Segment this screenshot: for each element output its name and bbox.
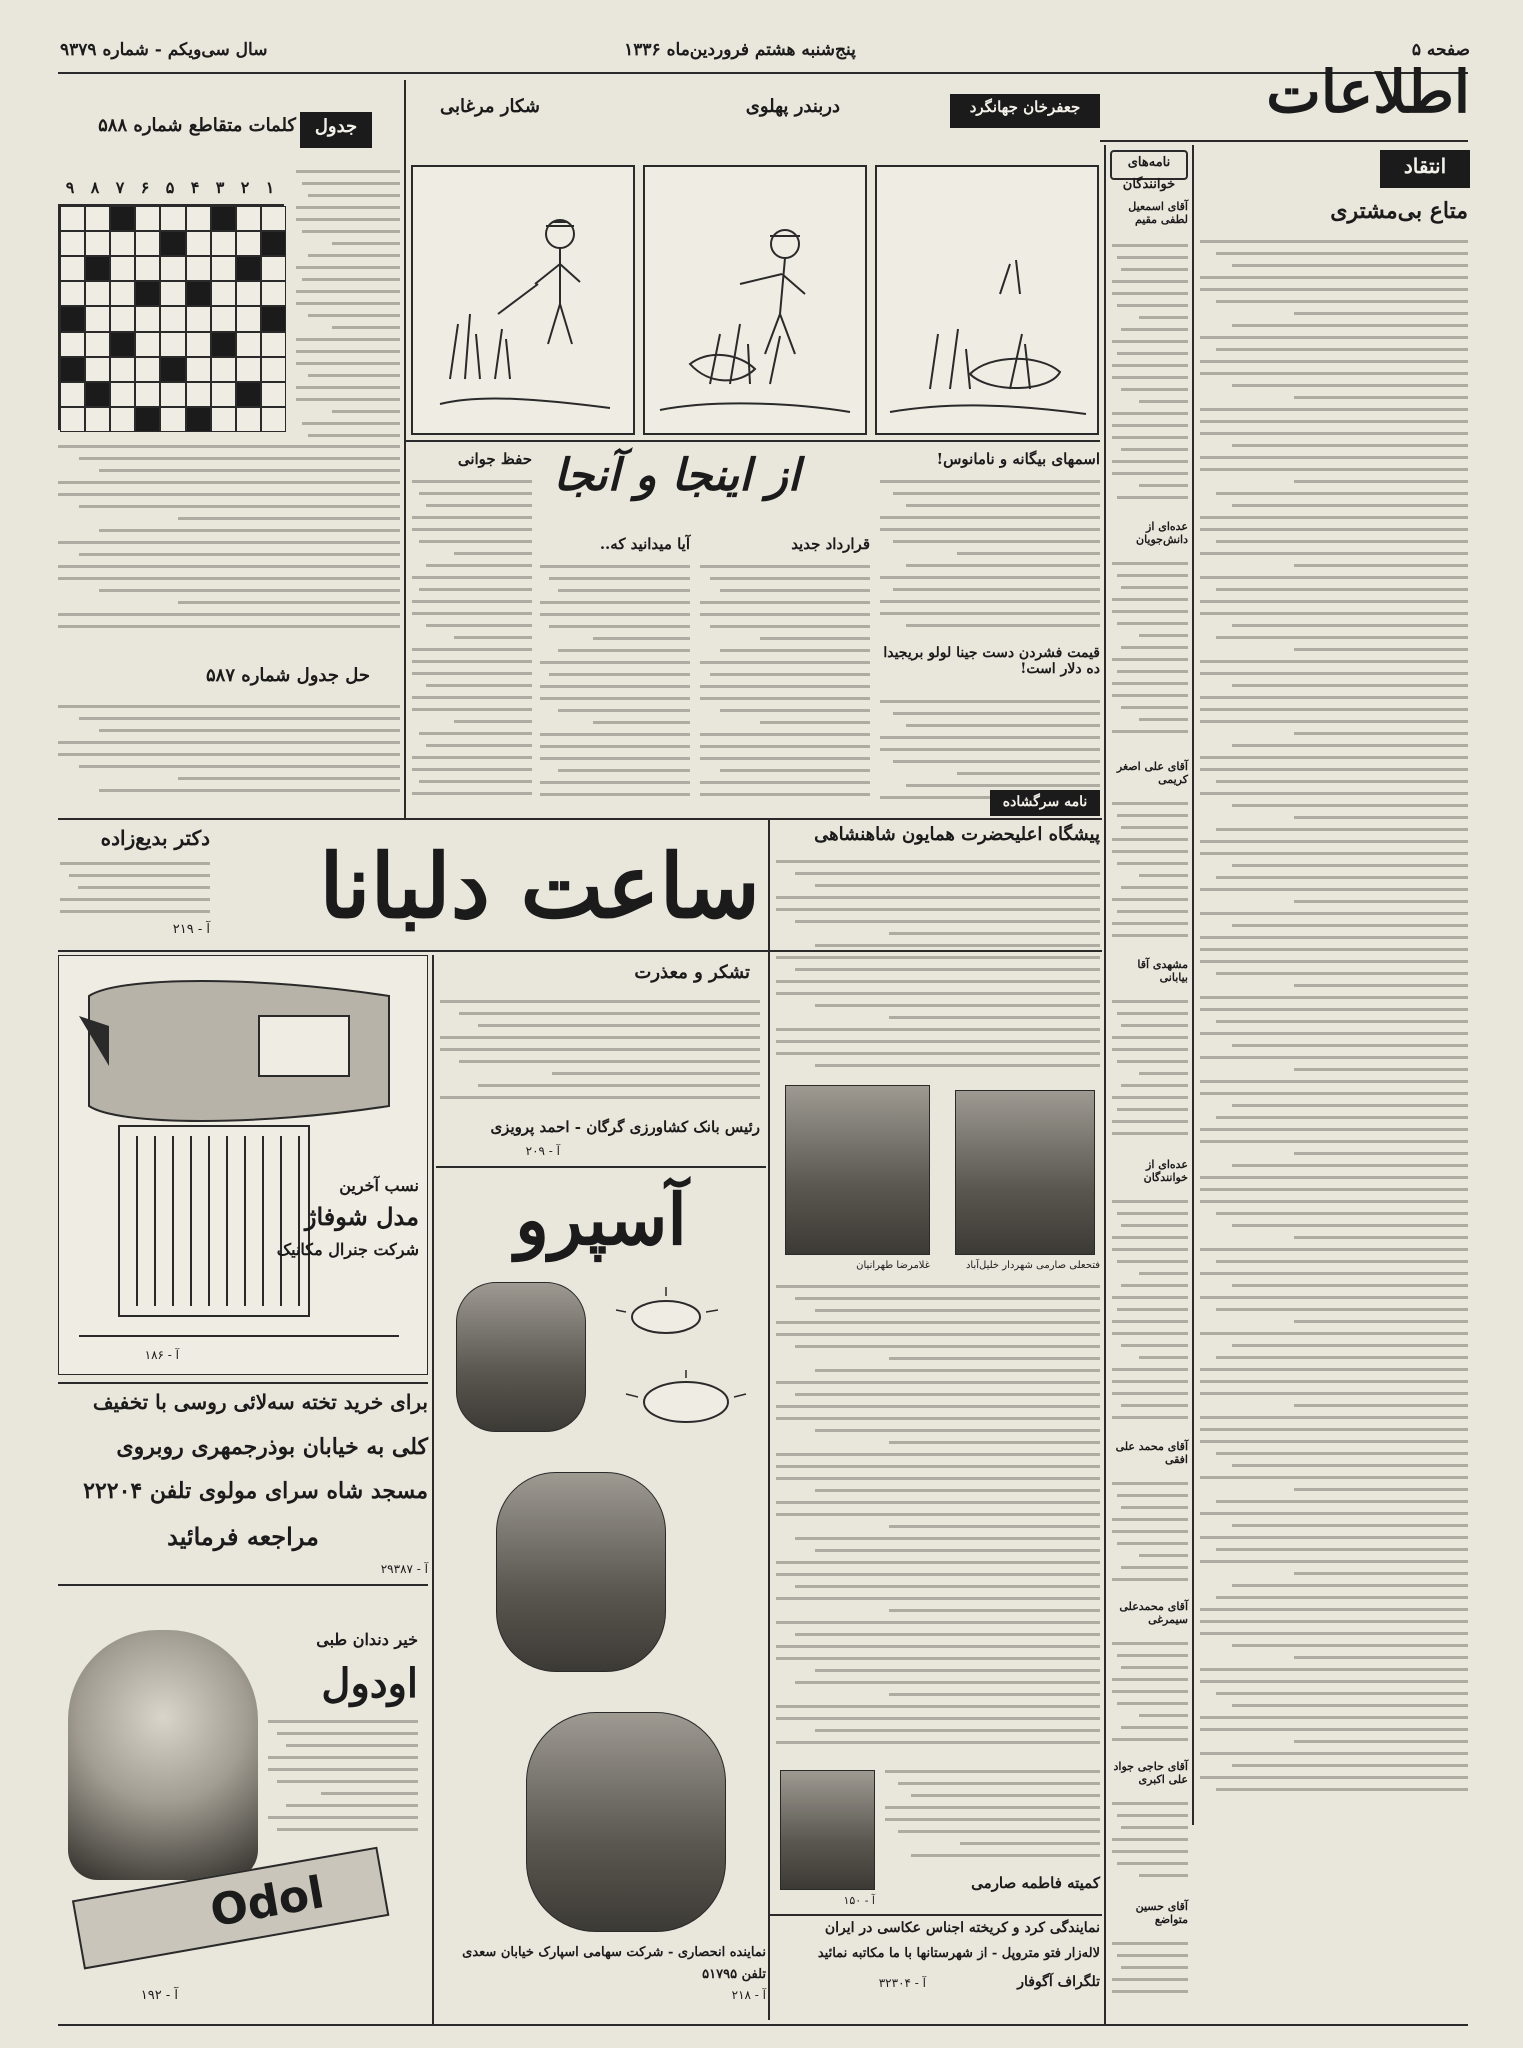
agfa-line3: تلگراف آگوفار [1017,1974,1100,1990]
crossword-cell [186,206,211,231]
section-rule-5 [436,1166,766,1168]
crossword-cell [261,206,286,231]
letter-body-1 [1112,244,1188,514]
portrait-2 [785,1085,930,1255]
section-rule-4 [58,1584,428,1586]
crossword-cell [211,306,236,331]
crossword-cell [110,231,135,256]
column-rule-2 [1104,145,1106,2025]
letter-entry-6: آقای محمد علی افقی [1115,1440,1188,1466]
letter-entry-4: مشهدی آقا بیابانی [1137,958,1188,984]
letter-entry-1: آقای اسمعیل لطفی مقیم [1128,200,1188,226]
section-rule-6 [770,1914,1102,1916]
crossword-cell [85,281,110,306]
crossword-cell [85,206,110,231]
column-rule-3 [404,80,406,820]
issue-date: پنج‌شنبه هشتم فروردین‌ماه ۱۳۳۶ [624,40,856,60]
odol-ad [58,1590,428,2010]
thanks-code: آ - ۲۰۹ [525,1144,560,1158]
critique-body [1200,240,1468,1800]
crossword-cell [160,256,185,281]
crossword-cell [60,357,85,382]
crossword-cell [85,256,110,281]
letter-body-7 [1112,1642,1188,1752]
crossword-cell [211,357,236,382]
crossword-clues-across [296,170,400,450]
comic-tag: جعفرخان جهانگرد [950,94,1100,128]
aspro-face-2 [496,1472,666,1672]
aspro-face-3 [526,1712,726,1932]
crossword-cell [60,382,85,407]
crossword-cell [110,306,135,331]
thanks-body [440,1000,760,1115]
crossword-cell [186,281,211,306]
critique-tag: انتقاد [1380,150,1470,188]
crossword-cell [261,332,286,357]
crossword-number: ۳ [215,178,225,197]
crossword-cell [85,357,110,382]
crossword-cell [236,382,261,407]
crossword-cell [160,407,185,432]
crossword-number: ۲ [240,178,250,197]
crossword-cell [211,206,236,231]
crossword-cell [60,306,85,331]
crossword-cell [261,357,286,382]
agfa-code: آ - ۳۲۳۰۴ [878,1976,926,1990]
crossword-cell [261,306,286,331]
crossword-cell [60,332,85,357]
crossword-cell [261,407,286,432]
heater-code: آ - ۱۸۶ [144,1348,179,1362]
odol-code: آ - ۱۹۲ [140,1988,178,2003]
crossword-grid [58,204,284,430]
crossword-cell [110,357,135,382]
watch-ad: ساعت دلبانا [319,834,760,938]
crossword-cell [160,231,185,256]
column-rule [1192,145,1194,1825]
letter-entry-2: عده‌ای از دانش‌جویان [1135,520,1188,546]
crossword-number: ۹ [65,178,75,197]
crossword-cell [135,407,160,432]
crossword-cell [261,231,286,256]
wood-ad [58,1390,428,1580]
memorial-sign: کمیته فاطمه صارمی [971,1874,1100,1892]
column-item-3: آیا میدانید که.. [599,535,690,553]
crossword-numbers [58,178,288,202]
heater-illustration [59,956,427,1374]
crossword-cell [135,231,160,256]
crossword-cell [186,357,211,382]
column-item-1: اسمهای بیگانه و نامانوس! [936,450,1100,468]
memorial-portrait [780,1770,875,1890]
comic-rule [406,440,1100,442]
crossword-number: ۶ [140,178,150,197]
crossword-cell [110,256,135,281]
crossword-title: کلمات متقاطع شماره ۵۸۸ [98,115,296,136]
crossword-number: ۵ [165,178,175,197]
open-letter-body [776,860,1100,1085]
crossword-cell [211,332,236,357]
crossword-cell [236,231,261,256]
comic-panels [410,164,1100,436]
portrait-caption-1: فتحعلی صارمی شهردار خلیل‌آباد [965,1260,1100,1271]
crossword-cell [211,382,236,407]
wood-code: آ - ۲۹۳۸۷ [380,1562,428,1576]
crossword-cell [60,407,85,432]
crossword-number: ۸ [90,178,100,197]
crossword-cell [110,382,135,407]
column-item-4: حفظ جوانی [457,450,532,468]
column-item-2: قرارداد جدید [791,535,870,553]
letter-entry-9: آقای حسین متواضع [1135,1900,1188,1926]
crossword-number: ۷ [115,178,125,197]
crossword-cell [60,231,85,256]
crossword-cell [236,332,261,357]
heater-line1: نسب آخرین [339,1176,419,1195]
odol-brand: Odol [206,1867,328,1938]
crossword-cell [211,256,236,281]
crossword-cell [85,332,110,357]
letter-entry-7: آقای محمدعلی سیمرغی [1119,1600,1188,1626]
crossword-number: ۱ [265,178,275,197]
crossword-cell [160,281,185,306]
section-rule-3 [58,1382,428,1384]
column-title: از اینجا و آنجا [553,450,800,501]
crossword-cell [85,407,110,432]
letter-body-5 [1112,1200,1188,1430]
solution-title: حل جدول شماره ۵۸۷ [205,665,370,686]
crossword-cell [261,256,286,281]
doctor-code: آ - ۲۱۹ [172,922,210,937]
agfa-line2: لاله‌زار فتو متروپل - از شهرستانها با ما مکاتبه نمائید [817,1946,1100,1961]
wood-line2: کلی به خیابان بوذرجمهری روبروی [116,1434,428,1460]
memorial-code: آ - ۱۵۰ [843,1894,875,1907]
crossword-cell [186,306,211,331]
letter-body-6 [1112,1482,1188,1592]
crossword-number: ۴ [190,178,200,197]
column-rule-5 [768,820,770,2020]
crossword-cell [135,382,160,407]
masthead: اطلاعات [1266,58,1470,126]
wood-line4: مراجعه فرمائید [167,1522,319,1551]
comic-strip [410,80,1100,440]
crossword-tag: جدول [300,112,372,148]
page-label: صفحه ۵ [1411,40,1470,60]
bottom-rule [58,2024,1468,2026]
crossword-cell [160,357,185,382]
letter-body-8 [1112,1802,1188,1892]
crossword-cell [211,281,236,306]
letter-body-2 [1112,562,1188,752]
crossword-cell [110,407,135,432]
crossword-cell [160,332,185,357]
aspro-footer: نماینده انحصاری - شرکت سهامی اسپارک خیابان سعدی تلفن ۵۱۷۹۵ [462,1945,766,1982]
crossword-cell [186,332,211,357]
column-body-2 [700,565,870,810]
odol-line1: خیر دندان طبی [316,1630,418,1649]
crossword-cell [211,407,236,432]
doctor-name: دکتر بدیع‌زاده [100,826,210,850]
crossword-cell [110,206,135,231]
letter-body-9 [1112,1942,1188,2012]
heater-line3: شرکت جنرال مکانیک [276,1240,419,1259]
crossword-cell [135,357,160,382]
letter-entry-8: آقای حاجی جواد علی اکبری [1113,1760,1188,1786]
letter-body-4 [1112,1000,1188,1150]
crossword-cell [135,281,160,306]
crossword-cell [160,306,185,331]
crossword-cell [110,332,135,357]
crossword-cell [160,206,185,231]
aspro-ad [436,1172,766,2012]
column-rule-4 [432,955,434,2025]
comic-place: دربندر پهلوی [745,96,840,117]
odol-line2: اودول [321,1660,418,1707]
model-portrait [68,1630,258,1880]
crossword-cell [236,407,261,432]
crossword-cell [85,382,110,407]
crossword-cell [186,382,211,407]
open-letter-tag: نامه سرگشاده [990,790,1100,816]
column-item-5: قیمت فشردن دست جینا لولو بریجیدا ده دلار است! [883,645,1100,677]
heater-ad [58,955,428,1375]
aspro-tablets [606,1282,756,1442]
crossword-cell [236,281,261,306]
crossword-cell [236,357,261,382]
letters-title: نامه‌های خوانندگان [1122,155,1176,192]
open-letter-body-2 [776,1285,1100,1760]
crossword-cell [135,306,160,331]
crossword-cell [135,332,160,357]
solution-body [58,705,400,805]
crossword-cell [110,281,135,306]
open-letter-title: پیشگاه اعلیحضرت همایون شاهنشاهی [814,824,1100,845]
column-body-4 [412,480,532,810]
crossword-cell [186,231,211,256]
aspro-code: آ - ۲۱۸ [731,1988,766,2002]
crossword-cell [236,206,261,231]
crossword-cell [261,281,286,306]
doctor-body [60,862,210,922]
section-rule [58,818,1102,820]
critique-title: متاع بی‌مشتری [1330,198,1468,224]
aspro-face-1 [456,1282,586,1432]
crossword-cell [85,306,110,331]
comic-caption: شکار مرغابی [440,96,540,117]
letter-entry-5: عده‌ای از خوانندگان [1143,1158,1188,1184]
letter-entry-3: آقای علی اصغر کریمی [1116,760,1188,786]
column-body-3 [540,565,690,810]
odol-body [268,1720,418,1840]
crossword-cell [135,256,160,281]
agfa-line1: نمایندگی کرد و کریخته اجناس عکاسی در ایران [824,1920,1100,1936]
crossword-cell [211,231,236,256]
crossword-cell [186,407,211,432]
crossword-cell [60,281,85,306]
crossword-cell [160,382,185,407]
column-body-1 [880,480,1100,640]
letter-body-3 [1112,802,1188,952]
crossword-cell [236,256,261,281]
crossword-clues-down [58,445,400,645]
portrait-1 [955,1090,1095,1255]
thanks-sign: رئیس بانک کشاورزی گرگان - احمد پرویزی [490,1118,760,1136]
wood-line1: برای خرید تخته سه‌لائی روسی با تخفیف [92,1390,428,1414]
crossword-cell [236,306,261,331]
aspro-title: آسپرو [515,1178,687,1261]
crossword-cell [60,256,85,281]
heater-line2: مدل شوفاژ [304,1202,419,1231]
portrait-caption-2: غلامرضا طهرانیان [856,1260,930,1271]
masthead-rule [1100,140,1468,142]
memorial-body [885,1770,1100,1870]
crossword-cell [261,382,286,407]
wood-line3: مسجد شاه سرای مولوی تلفن ۲۲۲۰۴ [83,1478,428,1504]
crossword-cell [60,206,85,231]
crossword-cell [135,206,160,231]
issue-number: سال سی‌ویکم - شماره ۹۳۷۹ [60,40,268,60]
thanks-title: تشکر و معذرت [634,962,750,983]
crossword-cell [85,231,110,256]
crossword-cell [186,256,211,281]
